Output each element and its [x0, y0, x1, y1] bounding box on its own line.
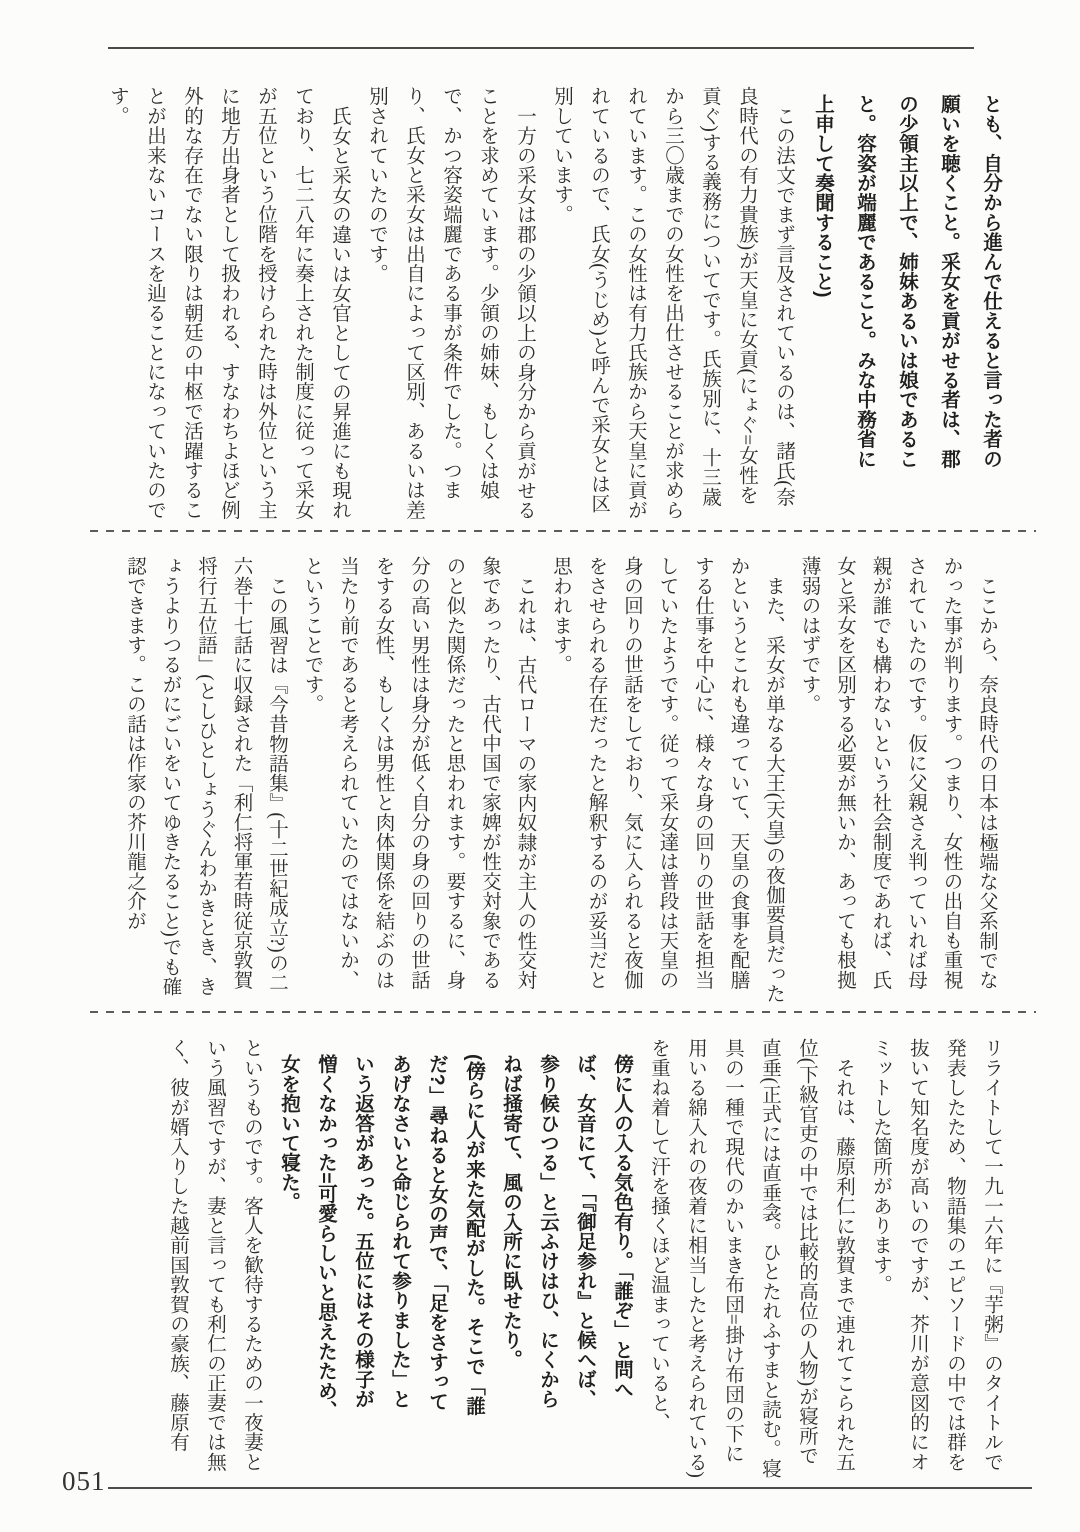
- paragraph: また、采女が単なる大王(天皇)の夜伽要員だったかというとこれも違っていて、天皇の食事を配膳する仕事を中心に、様々な身の回りの世話を担当していたようです。従って采女達は普段は天皇の身の回りの世話をしており、気に入られると夜伽をさせられる存在だったと解釈するのが妥当だと思われます。: [550, 556, 784, 1003]
- dashed-divider-1: [90, 530, 1036, 532]
- dashed-divider-2: [90, 1011, 1036, 1013]
- paragraph: それは、藤原利仁に敦賀まで連れてこられた五位(下級官吏の中では比較的高位の人物)が寝所で直垂(正式には直垂衾。ひとたれふすまと読む。寝具の一種で現代のかいまき布団=掛け布団の下に用いる綿入れの夜着に相当したと考えられている)を重ね着して汗を掻くほど温まっていると、: [648, 1038, 854, 1479]
- paragraph: 一方の采女は郡の少領以上の身分から貢がせることを求めています。少領の姉妹、もしくは娘で、かつ容姿端麗である事が条件でした。つまり、氏女と采女は出自によって区別、あるいは差別されていたのです。: [366, 86, 535, 520]
- paragraph: ここから、奈良時代の日本は極端な父系制でなかった事が判ります。つまり、女性の出自も重視されていたのです。仮に父親さえ判っていれば母親が誰でも構わないという社会制度であれば、氏女と采女を区別する必要が無いか、あっても根拠薄弱のはずです。: [798, 556, 997, 990]
- paragraph: この法文でまず言及されているのは、諸氏(奈良時代の有力貴族)が天皇に女貢(にょぐ=女性を貢ぐ)する義務についてです。氏族別に、十三歳から三〇歳までの女性を出仕させることが求められています。この女性は有力氏族から天皇に貢がれているので、氏女(うじめ)と呼んで采女とは区別しています。: [551, 86, 794, 520]
- section-commentary: [64, 556, 1004, 1008]
- quote-translation-text: (傍らに人が来た気配がした。そこで「誰だ?」尋ねると女の声で、「足をさすってあげなさいと命じられて参りました」という返答があった。五位にはその様子が憎くなかった=可愛らしいと思えたため、女を抱いて寝た。: [278, 1054, 485, 1421]
- quote-law-text: とも、自分から進んで仕えると言った者の願いを聴くこと。采女を貢がせる者は、郡の少領主以上で、姉妹あるいは娘であること。容姿が端麗であること。みな中務省に上申して奏聞すること): [812, 94, 1002, 469]
- quote-konjaku-text: 傍に人の入る気色有り。「誰ぞ」と問へば、女音にて、「『御足参れ』と候へば、参り候ひつる」と云ふけはひ、にくからねば掻寄て、風の入所に臥せたり。: [500, 1054, 633, 1409]
- footer-rule: [108, 1487, 1032, 1489]
- paragraph: この風習は『今昔物語集』(十二世紀成立?)の二六巻十七話に収録された「利仁将軍若時従京敦賀将行五位語」(としひとしょうぐんわかきとき、きょうよりつるがにごいをいてゆきたること)でも確認できます。この話は作家の芥川龍之介が: [124, 556, 287, 997]
- section-uneme-law: [82, 86, 1012, 524]
- page-number: 051: [62, 1466, 106, 1496]
- paragraph: 氏女と采女の違いは女官としての昇進にも現れており、七二八年に奏上された制度に従って采女が五位という位階を授けられた時は外位という主に地方出身者として扱われる、すなわちよほど例外的な存在でない限りは朝廷の中枢で活躍することが出来ないコースを辿ることになっていたのです。: [107, 86, 350, 520]
- paragraph: リライトして一九一六年に『芋粥』のタイトルで発表したため、物語集のエピソードの中では群を抜いて知名度が高いのですが、芥川が意図的にオミットした箇所があります。: [870, 1038, 1002, 1472]
- paragraph: これは、古代ローマの家内奴隷が主人の性交対象であったり、古代中国で家婢が性交対象であるのと似た関係だったと思われます。要するに、身分の高い男性は身分が低く自分の身の回りの世話をする女性、もしくは男性と肉体関係を結ぶのは当たり前であると考えられていたのではないか、ということです。: [301, 556, 536, 990]
- top-rule: [108, 47, 974, 49]
- paragraph: というものです。客人を歓待するための一夜妻という風習ですが、妻と言っても利仁の正妻では無く、彼が婿入りした越前国敦賀の豪族、藤原有: [167, 1038, 262, 1472]
- section-imogayu: [80, 1038, 1010, 1480]
